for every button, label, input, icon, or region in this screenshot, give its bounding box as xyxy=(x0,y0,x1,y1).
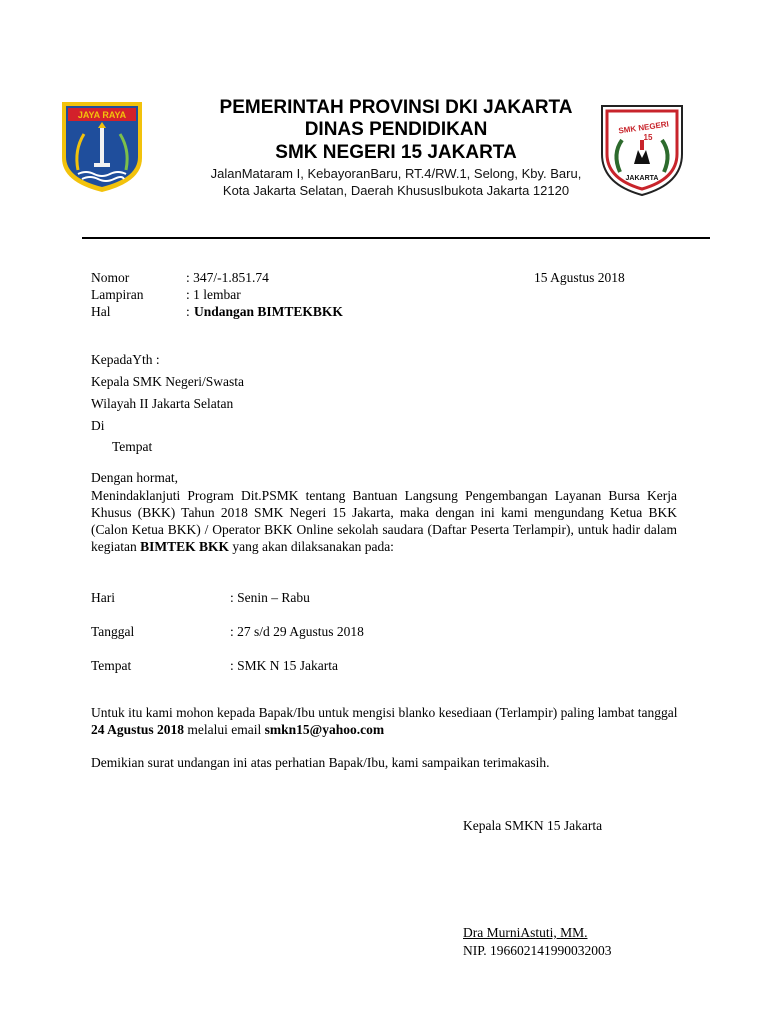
hari-label: Hari xyxy=(91,590,115,605)
hari-value: : Senin – Rabu xyxy=(230,590,310,605)
signatory-nip: NIP. 196602141990032003 xyxy=(463,943,612,958)
recipient-greeting: KepadaYth : xyxy=(91,352,160,367)
nomor-label: Nomor xyxy=(91,270,130,285)
tempat-value: : SMK N 15 Jakarta xyxy=(230,658,338,673)
letter-date: 15 Agustus 2018 xyxy=(534,270,625,285)
header-address-line2: Kota Jakarta Selatan, Daerah KhususIbukota Jakarta 12120 xyxy=(222,183,570,198)
header-department: DINAS PENDIDIKAN xyxy=(304,119,488,140)
event-name: BIMTEK BKK xyxy=(140,539,229,554)
recipient-title: Kepala SMK Negeri/Swasta xyxy=(91,374,244,389)
greeting: Dengan hormat, xyxy=(91,470,178,485)
body-paragraph-2-mid: melalui email xyxy=(184,722,265,737)
body-paragraph-1 xyxy=(91,487,677,555)
body-paragraph-3: Demikian surat undangan ini atas perhatian Bapak/Ibu, kami sampaikan terimakasih. xyxy=(91,755,550,770)
recipient-region: Wilayah II Jakarta Selatan xyxy=(91,396,234,411)
body-paragraph-1-end: yang akan dilaksanakan pada: xyxy=(229,539,394,554)
smk-logo-text: SMK NEGERI xyxy=(617,119,670,136)
recipient-place: Tempat xyxy=(112,439,153,454)
tanggal-label: Tanggal xyxy=(91,624,135,639)
signature-title: Kepala SMKN 15 Jakarta xyxy=(463,818,603,833)
tanggal-value: : 27 s/d 29 Agustus 2018 xyxy=(230,624,364,639)
header-school: SMK NEGERI 15 JAKARTA xyxy=(275,142,517,163)
lampiran-label: Lampiran xyxy=(91,287,144,302)
smk-logo-number: 15 xyxy=(643,133,653,142)
nomor-value: : 347/-1.851.74 xyxy=(186,270,269,285)
header-address-line1: JalanMataram I, KebayoranBaru, RT.4/RW.1, Selong, Kby. Baru, xyxy=(210,166,582,181)
lampiran-value: : 1 lembar xyxy=(186,287,241,302)
hal-value: Undangan BIMTEKBKK xyxy=(194,304,343,319)
header-divider xyxy=(82,237,710,239)
hal-colon: : xyxy=(186,304,190,319)
header-government: PEMERINTAH PROVINSI DKI JAKARTA xyxy=(219,97,573,118)
deadline-date: 24 Agustus 2018 xyxy=(91,722,185,737)
body-paragraph-2 xyxy=(91,704,691,738)
hal-label: Hal xyxy=(91,304,111,319)
contact-email: smkn15@yahoo.com xyxy=(264,722,385,737)
smk-15-logo xyxy=(598,102,686,198)
signatory-name: Dra MurniAstuti, MM. xyxy=(463,925,588,940)
dki-jakarta-logo xyxy=(60,100,144,194)
body-paragraph-2-text: Untuk itu kami mohon kepada Bapak/Ibu untuk mengisi blanko kesediaan (Terlampir) paling lambat tanggal xyxy=(91,705,678,720)
recipient-di: Di xyxy=(91,418,105,433)
body-paragraph-1-text: Menindaklanjuti Program Dit.PSMK tentang Bantuan Langsung Pengembangan Layanan Bursa Kerja Khusus (BKK) Tahun 2018 SMK Negeri 15 Jakarta, maka dengan ini kami mengundang Ketua BKK (Calon Ketua BKK) / Operator BKK Online sekolah saudara (Daftar Peserta Terlampir), untuk hadir dalam kegiatan xyxy=(91,488,677,554)
smk-logo-city: JAKARTA xyxy=(625,175,659,182)
jaya-raya-text: JAYA RAYA xyxy=(77,110,127,120)
tempat-label: Tempat xyxy=(91,658,132,673)
